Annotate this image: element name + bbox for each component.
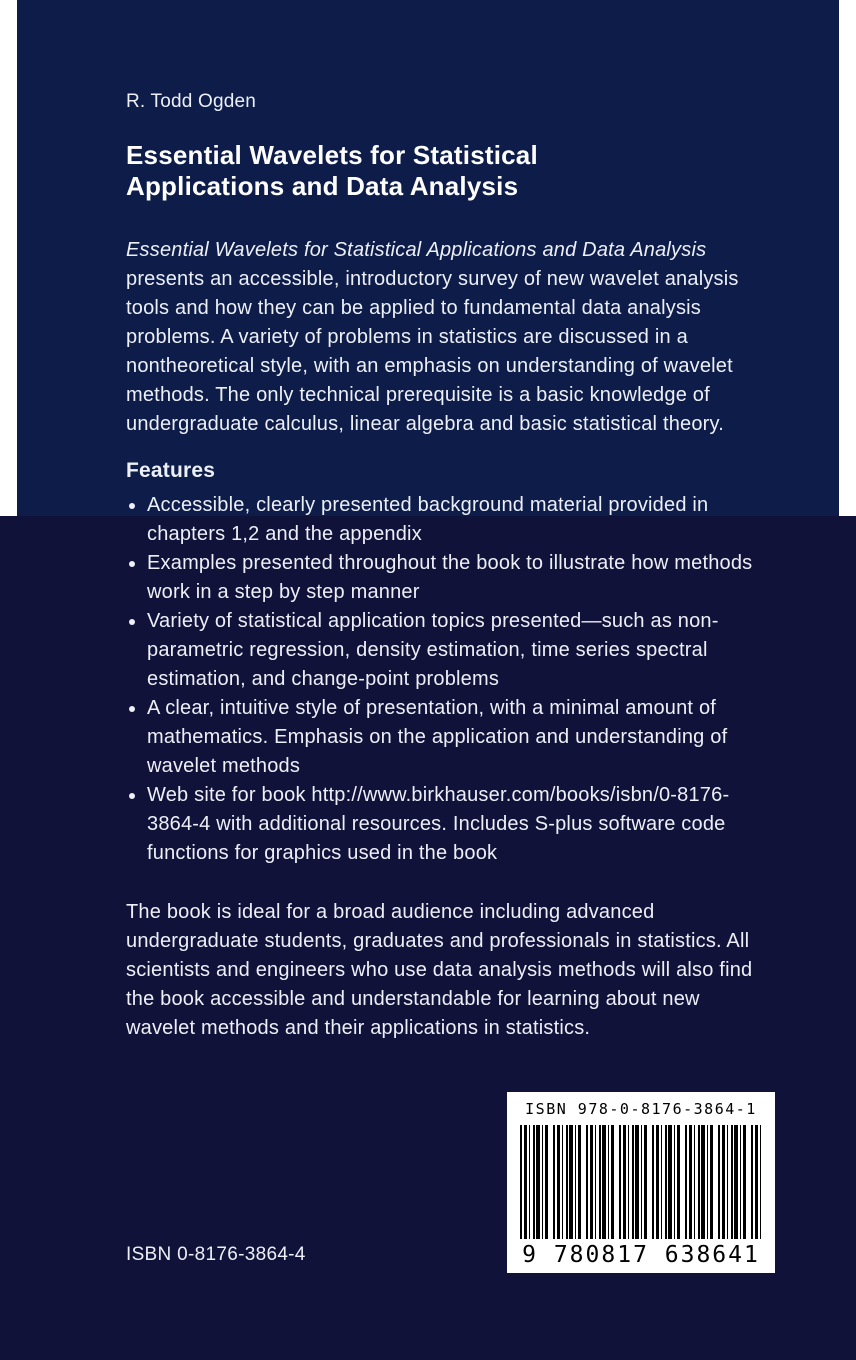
title-line-2: Applications and Data Analysis <box>126 171 519 201</box>
feature-item: • A clear, intuitive style of presentation, with a minimal amount of mathematics. Emphasis on the application and understanding of wavelet methods <box>147 694 754 781</box>
feature-item: • Variety of statistical application topics presented—such as non-parametric regression, density estimation, time series spectral estimation, and change-point problems <box>147 607 754 694</box>
isbn-text: ISBN 0-8176-3864-4 <box>126 1244 306 1265</box>
barcode-isbn-text: ISBN 978-0-8176-3864-1 <box>525 1100 757 1118</box>
features-heading: Features <box>126 459 216 482</box>
feature-item: • Examples presented throughout the book to illustrate how methods work in a step by step manner <box>147 549 754 607</box>
book-title <box>126 140 754 202</box>
intro-paragraph <box>126 236 754 439</box>
barcode-digits: 9 780817 638641 <box>522 1242 760 1268</box>
title-line-1: Essential Wavelets for Statistical <box>126 140 538 170</box>
feature-item: • Web site for book http://www.birkhauser.com/books/isbn/0-8176-3864-4 with additional resources. Includes S-plus software code functions for graphics used in the book <box>147 781 754 868</box>
intro-body-text: presents an accessible, introductory survey of new wavelet analysis tools and how they can be applied to fundamental data analysis problems. A variety of problems in statistics are discussed in a nontheoretical style, with an emphasis on understanding of wavelet methods. The only technical prerequisite is a basic knowledge of undergraduate calculus, linear algebra and basic statistical theory. <box>126 268 739 435</box>
features-list <box>126 491 754 868</box>
intro-italic-title: Essential Wavelets for Statistical Applications and Data Analysis <box>126 239 707 261</box>
author-line: R. Todd Ogden <box>126 91 257 112</box>
feature-item: • Accessible, clearly presented background material provided in chapters 1,2 and the appendix <box>147 491 754 549</box>
closing-paragraph: The book is ideal for a broad audience including advanced undergraduate students, graduates and professionals in statistics. All scientists and engineers who use data analysis methods will also find the book accessible and understandable for learning about new wavelet methods and their applications in statistics. <box>126 901 753 1039</box>
cover-content <box>126 0 754 1063</box>
barcode-bars <box>520 1125 762 1239</box>
barcode <box>507 1092 775 1273</box>
